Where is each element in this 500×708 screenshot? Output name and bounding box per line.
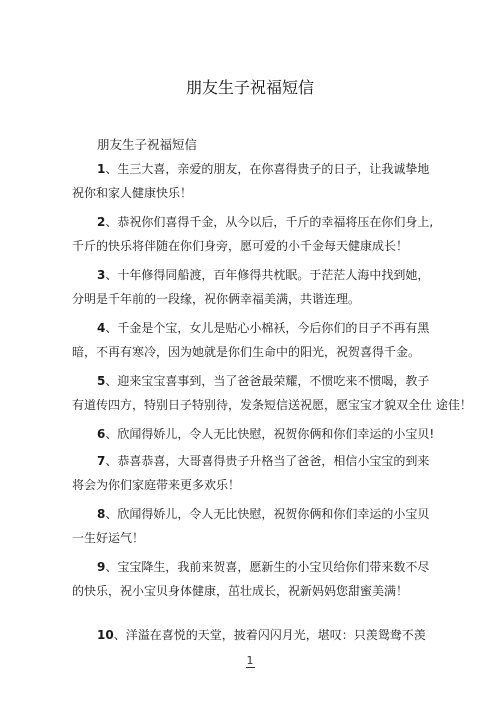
page-number-text: 1 bbox=[246, 654, 254, 667]
message-number: 5 bbox=[97, 374, 106, 388]
message-text: 、欣闻得娇儿，令人无比快慰，祝贺你俩和你们幸运的小宝贝 bbox=[105, 507, 430, 521]
message-number: 8 bbox=[97, 507, 106, 521]
message-text: 将会为你们家庭带来更多欢乐！ bbox=[72, 478, 241, 492]
message-number: 2 bbox=[97, 215, 106, 229]
message-first-line bbox=[97, 374, 429, 389]
message-text: 、洋溢在喜悦的天堂，披着闪闪月光，堪叹：只羡鸳鸯不羡 bbox=[113, 628, 426, 642]
message-first-line bbox=[97, 427, 434, 442]
message-first-line bbox=[97, 215, 433, 230]
message-text: 、欣闻得娇儿，令人无比快慰，祝贺你俩和你们幸运的小宝贝! bbox=[105, 427, 435, 441]
message-text: 一生好运气！ bbox=[72, 531, 145, 545]
message-first-line bbox=[97, 560, 429, 575]
message-text: 、十年修得同船渡，百年修得共枕眠。于茫茫人海中找到她， bbox=[105, 268, 430, 282]
message-first-line bbox=[97, 321, 429, 336]
message-continuation-line bbox=[72, 292, 360, 307]
message-continuation-line bbox=[72, 239, 408, 254]
message-text: 有道传四方，特别日子特别待，发条短信送祝愿，愿宝宝才貌双全仕 途佳！ bbox=[72, 398, 472, 412]
message-continuation-line bbox=[72, 398, 472, 413]
message-first-line bbox=[97, 268, 429, 283]
message-continuation-line bbox=[72, 186, 192, 201]
message-text: 、千金是个宝，女儿是贴心小棉袄，今后你们的日子不再有黑 bbox=[105, 321, 430, 335]
message-first-line bbox=[97, 628, 426, 643]
message-text: 千斤的快乐将伴随在你们身旁，愿可爱的小千金每天健康成长！ bbox=[72, 239, 409, 253]
message-text: 祝你和家人健康快乐！ bbox=[72, 186, 193, 200]
message-first-line bbox=[97, 507, 429, 522]
message-number: 9 bbox=[97, 560, 106, 574]
message-number: 10 bbox=[97, 628, 114, 642]
message-continuation-line bbox=[72, 345, 420, 360]
message-first-line bbox=[97, 454, 429, 469]
message-number: 3 bbox=[97, 268, 106, 282]
document-title: 朋友生子祝福短信 bbox=[185, 78, 314, 97]
message-continuation-line bbox=[72, 478, 240, 493]
message-continuation-line bbox=[72, 584, 408, 599]
message-number: 6 bbox=[97, 427, 106, 441]
message-number: 7 bbox=[97, 454, 106, 468]
page-number bbox=[0, 654, 500, 668]
message-number: 4 bbox=[97, 321, 106, 335]
message-text: 暗，不再有寒冷，因为她就是你们生命中的阳光，祝贺喜得千金。 bbox=[72, 345, 421, 359]
message-text: 、生三大喜，亲爱的朋友，在你喜得贵子的日子，让我诚挚地 bbox=[105, 162, 430, 176]
document-subtitle: 朋友生子祝福短信 bbox=[97, 137, 198, 152]
message-text: 分明是千年前的一段缘，祝你俩幸福美满，共谐连理。 bbox=[72, 292, 361, 306]
message-text: 的快乐，祝小宝贝身体健康，茁壮成长，祝新妈妈您甜蜜美满！ bbox=[72, 584, 409, 598]
message-number: 1 bbox=[97, 162, 106, 176]
message-text: 、恭祝你们喜得千金，从今以后，千斤的幸福将压在你们身上, bbox=[105, 215, 434, 229]
message-text: 、宝宝降生，我前来贺喜，愿新生的小宝贝给你们带来数不尽 bbox=[105, 560, 430, 574]
message-text: 、恭喜恭喜，大哥喜得贵子升格当了爸爸，相信小宝宝的到来 bbox=[105, 454, 430, 468]
message-first-line bbox=[97, 162, 429, 177]
message-continuation-line bbox=[72, 531, 144, 546]
message-text: 、迎来宝宝喜事到，当了爸爸最荣耀，不惯吃来不惯喝，教子 bbox=[105, 374, 430, 388]
